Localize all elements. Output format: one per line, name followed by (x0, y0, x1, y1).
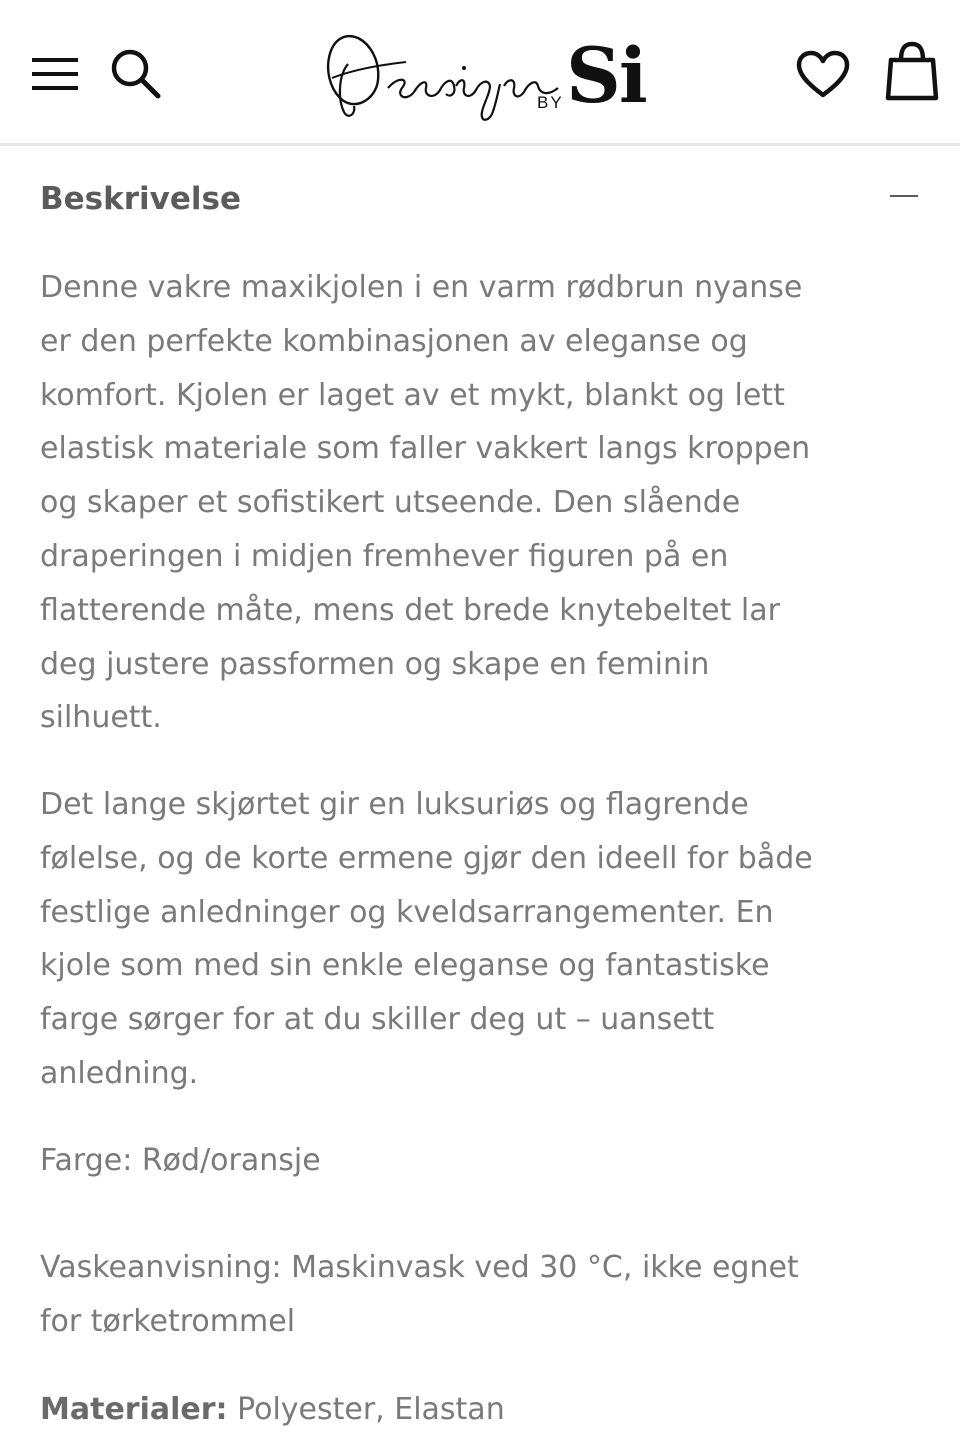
text-line: Det lange skjørtet gir en luksuriøs og flagrende (40, 787, 749, 822)
text-line: flatterende måte, mens det brede knytebeltet lar (40, 592, 780, 628)
brand-by-text: BY (537, 93, 564, 112)
text-line: kjole som med sin enkle eleganse og fantastiske (40, 948, 770, 984)
text-line: elastisk materiale som faller vakkert langs kroppen (40, 431, 811, 467)
description-accordion-header[interactable] (40, 148, 920, 248)
materials-label: Materialer: (40, 1392, 228, 1427)
materials-value: Polyester, Elastan (227, 1392, 505, 1427)
text-line: og skaper et sofistikert utseende. Den slående (40, 485, 741, 521)
text-line: Denne vakre maxikjolen i en varm rødbrun nyanse (40, 270, 803, 305)
hamburger-menu-icon (28, 54, 80, 94)
text-line: Vaskeanvisning: Maskinvask ved 30 °C, ikke egnet (40, 1250, 799, 1285)
shopping-bag-icon (885, 40, 939, 102)
description-section (40, 148, 920, 1427)
brand-si-text: Si (566, 31, 646, 120)
site-header (0, 0, 960, 146)
text-line: er den perfekte kombinasjonen av eleganse og (40, 323, 748, 359)
heart-icon (795, 49, 851, 101)
text-line: for tørketrommel (40, 1303, 296, 1339)
text-line: følelse, og de korte ermene gjør den ideell for både (40, 840, 813, 876)
text-line: deg justere passformen og skape en feminin (40, 646, 710, 682)
minus-icon[interactable] (890, 178, 920, 214)
text-line: silhuett. (40, 700, 162, 736)
section-title: Beskrivelse (40, 181, 241, 217)
text-line: anledning. (40, 1055, 199, 1091)
color-line: Farge: Rød/oransje (40, 1143, 321, 1178)
wishlist-button[interactable] (790, 42, 856, 108)
text-line: festlige anledninger og kveldsarrangementer. En (40, 894, 774, 930)
text-line: draperingen i midjen fremhever figuren på en (40, 538, 729, 574)
care-instructions (40, 1241, 799, 1349)
search-icon (108, 46, 164, 102)
text-line: farge sørger for at du skiller deg ut – uansett (40, 1002, 715, 1038)
brand-script-logo (318, 16, 568, 128)
description-paragraph-2 (40, 778, 813, 1101)
description-paragraph-1 (40, 261, 810, 745)
menu-button[interactable] (24, 44, 84, 104)
search-button[interactable] (104, 42, 168, 106)
cart-button[interactable] (880, 36, 944, 106)
text-line: komfort. Kjolen er laget av et mykt, blankt og lett (40, 377, 785, 413)
materials-line (40, 1383, 505, 1437)
